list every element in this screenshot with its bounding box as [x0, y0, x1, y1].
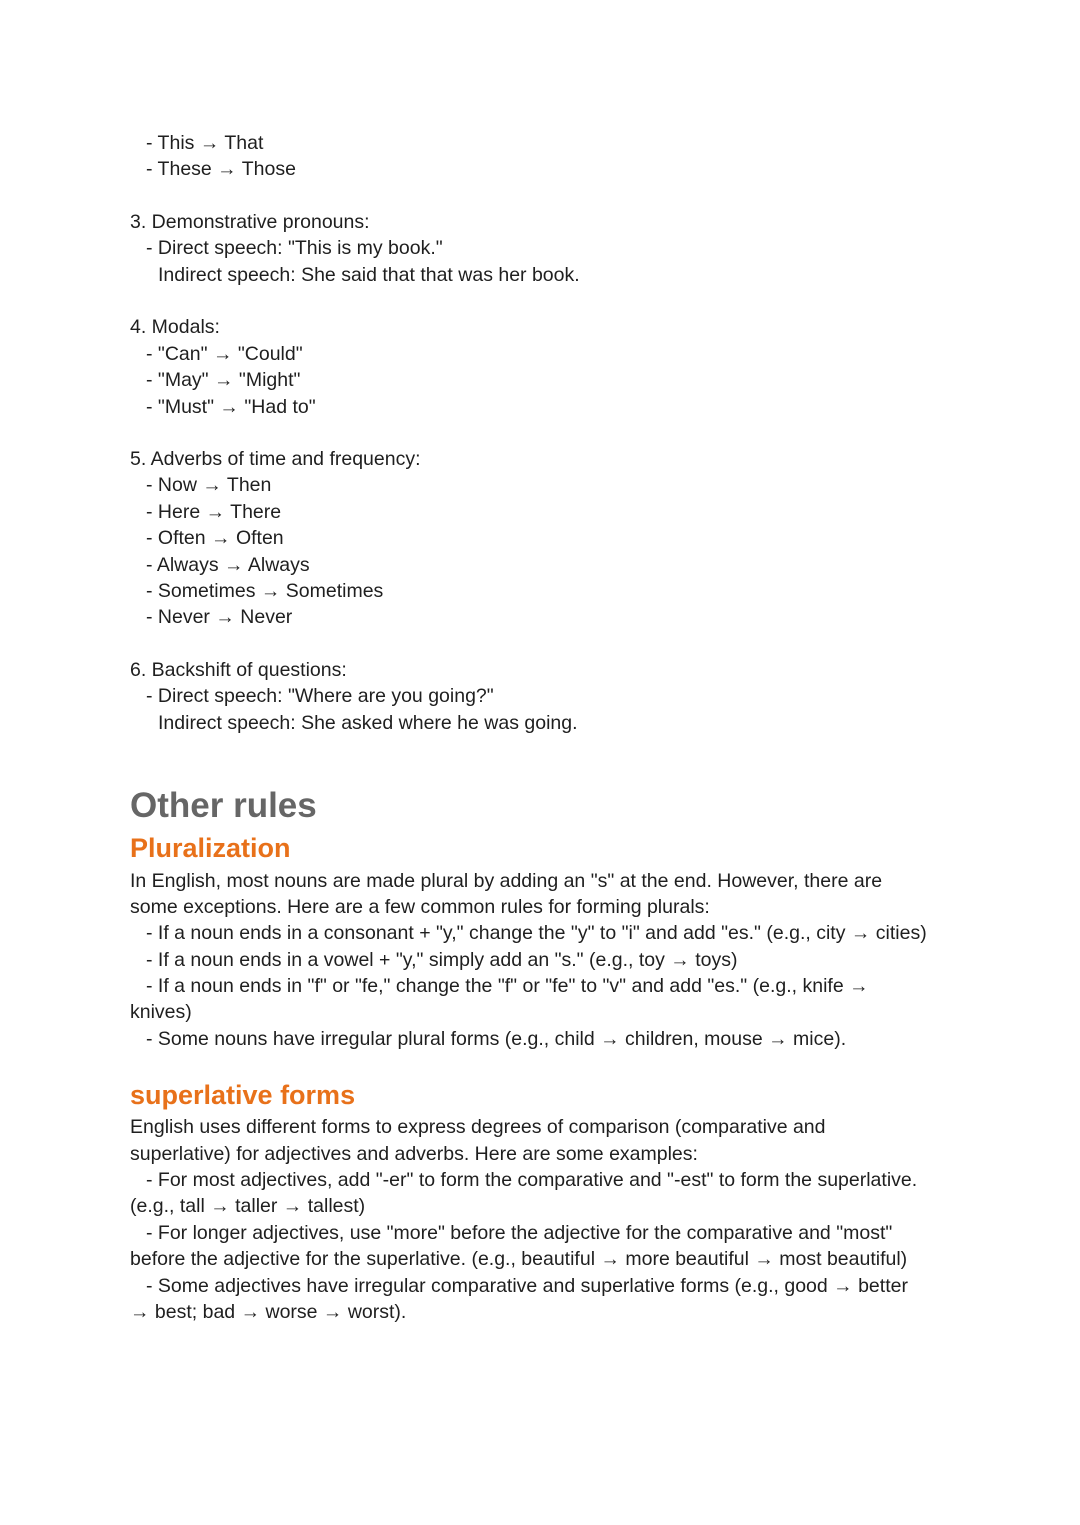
list-item: - If a noun ends in "f" or "fe," change the "f" or "fe" to "v" and add "es." (e.g., knife → [146, 975, 869, 997]
list-item: - For most adjectives, add "-er" to form the comparative and "-est" to form the superlative. [146, 1169, 918, 1191]
list-item: - For longer adjectives, use "more" before the adjective for the comparative and "most" [146, 1222, 893, 1244]
paragraph-line: English uses different forms to express degrees of comparison (comparative and [130, 1116, 826, 1138]
list-item: - If a noun ends in a vowel + "y," simply add an "s." (e.g., toy → toys) [146, 949, 738, 971]
list-item: - "May" → "Might" [146, 369, 301, 391]
list-item: - Here → There [146, 501, 282, 523]
list-item: - Often → Often [146, 527, 284, 549]
paragraph-line: before the adjective for the superlative. (e.g., beautiful → more beautiful → most beautiful) [130, 1248, 908, 1270]
section-heading: 4. Modals: [130, 316, 220, 338]
list-item: Indirect speech: She asked where he was going. [158, 712, 578, 734]
list-item: - Always → Always [146, 554, 310, 576]
section-heading: 3. Demonstrative pronouns: [130, 211, 370, 233]
section-heading: 6. Backshift of questions: [130, 659, 347, 681]
paragraph-line: superlative) for adjectives and adverbs. Here are some examples: [130, 1143, 698, 1165]
list-item: - Some nouns have irregular plural forms (e.g., child → children, mouse → mice). [146, 1028, 847, 1050]
paragraph-line: (e.g., tall → taller → tallest) [130, 1195, 366, 1217]
list-item: - Direct speech: "This is my book." [146, 237, 443, 259]
list-item: - Direct speech: "Where are you going?" [146, 685, 494, 707]
paragraph-line: In English, most nouns are made plural by adding an "s" at the end. However, there are [130, 870, 883, 892]
list-item: - This → That [146, 132, 264, 154]
list-item: - Never → Never [146, 606, 293, 628]
section-heading: 5. Adverbs of time and frequency: [130, 448, 421, 470]
paragraph-line: → best; bad → worse → worst). [130, 1301, 407, 1323]
heading-pluralization: Pluralization [130, 833, 291, 863]
list-item: - Sometimes → Sometimes [146, 580, 384, 602]
list-item: - "Must" → "Had to" [146, 396, 316, 418]
list-item: - If a noun ends in a consonant + "y," change the "y" to "i" and add "es." (e.g., city → cities) [146, 922, 927, 944]
list-item: - Some adjectives have irregular comparative and superlative forms (e.g., good → better [146, 1275, 908, 1297]
heading-other-rules: Other rules [130, 786, 317, 825]
paragraph-line: some exceptions. Here are a few common rules for forming plurals: [130, 896, 710, 918]
list-item: - "Can" → "Could" [146, 343, 303, 365]
list-item: - Now → Then [146, 474, 272, 496]
paragraph-line: knives) [130, 1001, 192, 1023]
heading-superlative-forms: superlative forms [130, 1080, 356, 1110]
list-item: Indirect speech: She said that that was her book. [158, 264, 580, 286]
list-item: - These → Those [146, 158, 296, 180]
